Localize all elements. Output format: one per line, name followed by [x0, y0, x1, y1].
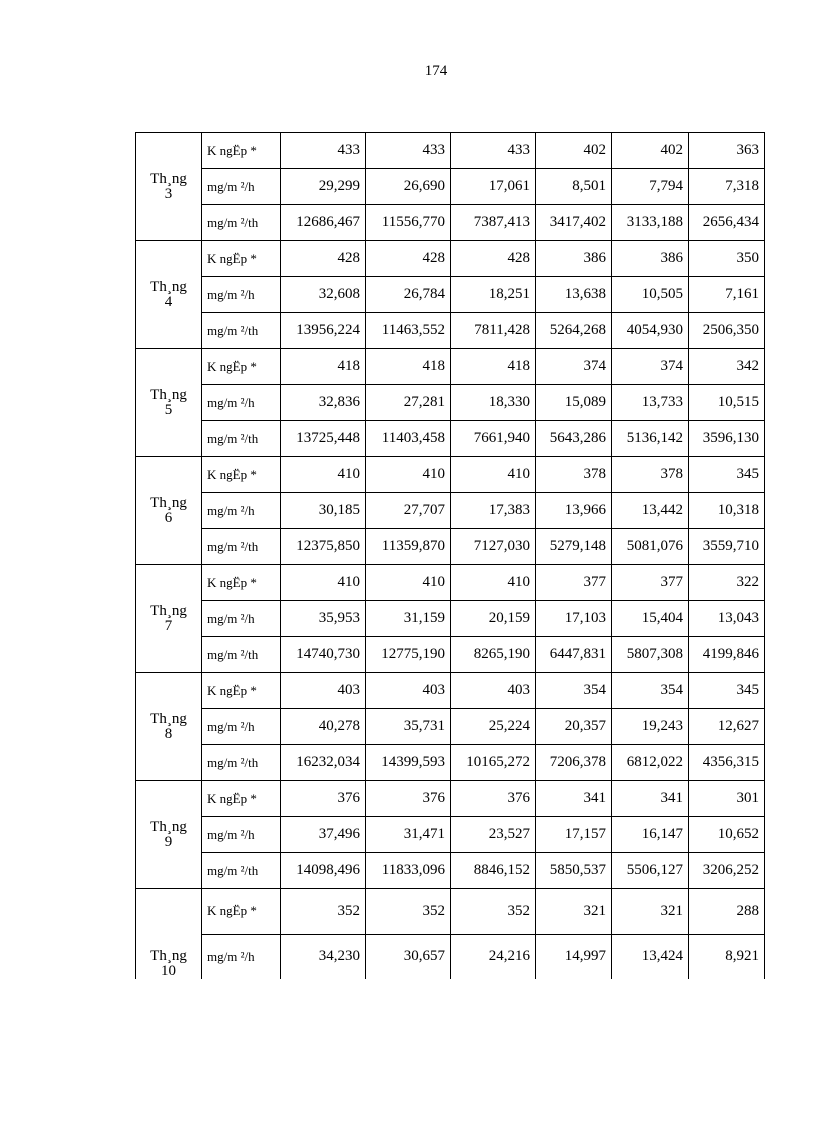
value-cell: 10,505 — [612, 277, 689, 313]
value-cell: 10165,272 — [451, 745, 536, 781]
value-cell: 410 — [281, 565, 366, 601]
value-cell: 31,471 — [366, 817, 451, 853]
month-cell — [136, 565, 202, 673]
month-label: Th¸ng — [150, 386, 187, 403]
value-cell: 8846,152 — [451, 853, 536, 889]
month-label: Th¸ng — [150, 948, 187, 964]
table-row — [136, 457, 765, 493]
value-cell: 7387,413 — [451, 205, 536, 241]
value-cell: 8,501 — [536, 169, 612, 205]
value-cell: 4199,846 — [689, 637, 765, 673]
table-row — [136, 745, 765, 781]
value-cell: 7,318 — [689, 169, 765, 205]
value-cell: 5279,148 — [536, 529, 612, 565]
value-cell: 15,404 — [612, 601, 689, 637]
value-cell: 24,216 — [451, 934, 536, 979]
value-cell: 10,652 — [689, 817, 765, 853]
table-row — [136, 241, 765, 277]
table-row — [136, 673, 765, 709]
value-cell: 13956,224 — [281, 313, 366, 349]
value-cell: 18,330 — [451, 385, 536, 421]
value-cell: 13,733 — [612, 385, 689, 421]
value-cell: 374 — [536, 349, 612, 385]
value-cell: 5643,286 — [536, 421, 612, 457]
value-cell: 350 — [689, 241, 765, 277]
value-cell: 376 — [451, 781, 536, 817]
value-cell: 321 — [536, 889, 612, 935]
table-body — [136, 133, 765, 980]
value-cell: 7127,030 — [451, 529, 536, 565]
unit-cell: mg/m ²/h — [202, 601, 281, 637]
value-cell: 433 — [451, 133, 536, 169]
value-cell: 402 — [612, 133, 689, 169]
value-cell: 2506,350 — [689, 313, 765, 349]
month-label: Th¸ng — [150, 818, 187, 835]
value-cell: 3417,402 — [536, 205, 612, 241]
page-number: 174 — [424, 63, 448, 79]
table-row — [136, 853, 765, 889]
value-cell: 428 — [451, 241, 536, 277]
month-number: 5 — [164, 401, 173, 418]
value-cell: 23,527 — [451, 817, 536, 853]
value-cell: 7811,428 — [451, 313, 536, 349]
unit-cell: K ngËp * — [202, 457, 281, 493]
value-cell: 17,061 — [451, 169, 536, 205]
unit-cell: K ngËp * — [202, 349, 281, 385]
value-cell: 8265,190 — [451, 637, 536, 673]
value-cell: 5807,308 — [612, 637, 689, 673]
value-cell: 288 — [689, 889, 765, 935]
table-row — [136, 889, 765, 935]
value-cell: 20,357 — [536, 709, 612, 745]
value-cell: 11359,870 — [366, 529, 451, 565]
table-row — [136, 385, 765, 421]
value-cell: 30,185 — [281, 493, 366, 529]
value-cell: 418 — [366, 349, 451, 385]
value-cell: 352 — [281, 889, 366, 935]
value-cell: 410 — [451, 457, 536, 493]
value-cell: 352 — [366, 889, 451, 935]
unit-cell: mg/m ²/th — [202, 421, 281, 457]
value-cell: 374 — [612, 349, 689, 385]
unit-cell: mg/m ²/th — [202, 313, 281, 349]
value-cell: 12775,190 — [366, 637, 451, 673]
unit-cell: mg/m ²/th — [202, 637, 281, 673]
unit-cell: mg/m ²/h — [202, 277, 281, 313]
unit-cell: mg/m ²/th — [202, 529, 281, 565]
unit-cell: K ngËp * — [202, 781, 281, 817]
value-cell: 3133,188 — [612, 205, 689, 241]
value-cell: 376 — [366, 781, 451, 817]
unit-cell: K ngËp * — [202, 565, 281, 601]
value-cell: 354 — [536, 673, 612, 709]
table-row — [136, 637, 765, 673]
month-label: Th¸ng — [150, 710, 187, 727]
month-label: Th¸ng — [150, 278, 187, 295]
value-cell: 410 — [366, 457, 451, 493]
value-cell: 10,515 — [689, 385, 765, 421]
unit-cell: mg/m ²/h — [202, 493, 281, 529]
value-cell: 17,157 — [536, 817, 612, 853]
table-row — [136, 817, 765, 853]
data-table — [135, 132, 765, 979]
value-cell: 352 — [451, 889, 536, 935]
month-number: 4 — [164, 293, 173, 310]
value-cell: 403 — [281, 673, 366, 709]
unit-cell: K ngËp * — [202, 133, 281, 169]
value-cell: 341 — [536, 781, 612, 817]
value-cell: 14399,593 — [366, 745, 451, 781]
value-cell: 25,224 — [451, 709, 536, 745]
month-cell — [136, 349, 202, 457]
value-cell: 17,103 — [536, 601, 612, 637]
unit-cell: mg/m ²/th — [202, 745, 281, 781]
value-cell: 15,089 — [536, 385, 612, 421]
value-cell: 30,657 — [366, 934, 451, 979]
table-row — [136, 781, 765, 817]
value-cell: 410 — [281, 457, 366, 493]
table-row — [136, 133, 765, 169]
unit-cell: mg/m ²/h — [202, 709, 281, 745]
value-cell: 6447,831 — [536, 637, 612, 673]
value-cell: 342 — [689, 349, 765, 385]
value-cell: 37,496 — [281, 817, 366, 853]
month-cell — [136, 133, 202, 241]
month-cell — [136, 781, 202, 889]
value-cell: 34,230 — [281, 934, 366, 979]
value-cell: 410 — [366, 565, 451, 601]
month-number: 3 — [164, 185, 173, 202]
value-cell: 378 — [612, 457, 689, 493]
table-row — [136, 169, 765, 205]
value-cell: 341 — [612, 781, 689, 817]
month-number: 9 — [164, 833, 173, 850]
value-cell: 7661,940 — [451, 421, 536, 457]
value-cell: 13,043 — [689, 601, 765, 637]
value-cell: 403 — [366, 673, 451, 709]
value-cell: 428 — [366, 241, 451, 277]
unit-cell: mg/m ²/h — [202, 817, 281, 853]
value-cell: 301 — [689, 781, 765, 817]
value-cell: 8,921 — [689, 934, 765, 979]
value-cell: 26,690 — [366, 169, 451, 205]
month-label: Th¸ng — [150, 602, 187, 619]
unit-cell: mg/m ²/h — [202, 385, 281, 421]
value-cell: 403 — [451, 673, 536, 709]
unit-cell: mg/m ²/h — [202, 169, 281, 205]
value-cell: 5081,076 — [612, 529, 689, 565]
value-cell: 14,997 — [536, 934, 612, 979]
value-cell: 3559,710 — [689, 529, 765, 565]
value-cell: 13725,448 — [281, 421, 366, 457]
unit-cell: mg/m ²/th — [202, 853, 281, 889]
value-cell: 5264,268 — [536, 313, 612, 349]
table-row — [136, 565, 765, 601]
value-cell: 16,147 — [612, 817, 689, 853]
value-cell: 11833,096 — [366, 853, 451, 889]
value-cell: 354 — [612, 673, 689, 709]
table-row — [136, 529, 765, 565]
month-label: Th¸ng — [150, 170, 187, 187]
table-row — [136, 205, 765, 241]
value-cell: 6812,022 — [612, 745, 689, 781]
value-cell: 363 — [689, 133, 765, 169]
value-cell: 27,707 — [366, 493, 451, 529]
month-number: 7 — [164, 617, 173, 634]
value-cell: 27,281 — [366, 385, 451, 421]
month-number: 10 — [161, 963, 176, 979]
value-cell: 410 — [451, 565, 536, 601]
value-cell: 32,836 — [281, 385, 366, 421]
value-cell: 428 — [281, 241, 366, 277]
value-cell: 10,318 — [689, 493, 765, 529]
value-cell: 377 — [612, 565, 689, 601]
value-cell: 386 — [612, 241, 689, 277]
value-cell: 3206,252 — [689, 853, 765, 889]
value-cell: 4356,315 — [689, 745, 765, 781]
table-row — [136, 493, 765, 529]
table-row — [136, 934, 765, 979]
value-cell: 35,953 — [281, 601, 366, 637]
table-row — [136, 313, 765, 349]
value-cell: 29,299 — [281, 169, 366, 205]
value-cell: 2656,434 — [689, 205, 765, 241]
value-cell: 345 — [689, 457, 765, 493]
month-number: 8 — [164, 725, 173, 742]
value-cell: 17,383 — [451, 493, 536, 529]
value-cell: 378 — [536, 457, 612, 493]
value-cell: 12686,467 — [281, 205, 366, 241]
value-cell: 377 — [536, 565, 612, 601]
month-label: Th¸ng — [150, 494, 187, 511]
unit-cell: K ngËp * — [202, 889, 281, 935]
value-cell: 20,159 — [451, 601, 536, 637]
value-cell: 7,794 — [612, 169, 689, 205]
value-cell: 321 — [612, 889, 689, 935]
value-cell: 12375,850 — [281, 529, 366, 565]
value-cell: 402 — [536, 133, 612, 169]
value-cell: 4054,930 — [612, 313, 689, 349]
value-cell: 5506,127 — [612, 853, 689, 889]
value-cell: 433 — [366, 133, 451, 169]
value-cell: 386 — [536, 241, 612, 277]
value-cell: 13,424 — [612, 934, 689, 979]
unit-cell: mg/m ²/th — [202, 205, 281, 241]
value-cell: 26,784 — [366, 277, 451, 313]
table-row — [136, 277, 765, 313]
table-row — [136, 349, 765, 385]
unit-cell: K ngËp * — [202, 673, 281, 709]
value-cell: 433 — [281, 133, 366, 169]
value-cell: 5850,537 — [536, 853, 612, 889]
value-cell: 11463,552 — [366, 313, 451, 349]
month-cell — [136, 457, 202, 565]
value-cell: 418 — [281, 349, 366, 385]
month-cell — [136, 673, 202, 781]
unit-cell: mg/m ²/h — [202, 934, 281, 979]
value-cell: 7,161 — [689, 277, 765, 313]
value-cell: 32,608 — [281, 277, 366, 313]
value-cell: 40,278 — [281, 709, 366, 745]
month-number: 6 — [164, 509, 173, 526]
value-cell: 322 — [689, 565, 765, 601]
unit-cell: K ngËp * — [202, 241, 281, 277]
value-cell: 13,638 — [536, 277, 612, 313]
table-row — [136, 601, 765, 637]
value-cell: 18,251 — [451, 277, 536, 313]
value-cell: 19,243 — [612, 709, 689, 745]
value-cell: 3596,130 — [689, 421, 765, 457]
table-row — [136, 709, 765, 745]
value-cell: 345 — [689, 673, 765, 709]
value-cell: 418 — [451, 349, 536, 385]
value-cell: 16232,034 — [281, 745, 366, 781]
value-cell: 35,731 — [366, 709, 451, 745]
value-cell: 13,442 — [612, 493, 689, 529]
table-row — [136, 421, 765, 457]
value-cell: 14098,496 — [281, 853, 366, 889]
value-cell: 7206,378 — [536, 745, 612, 781]
value-cell: 12,627 — [689, 709, 765, 745]
month-cell — [136, 241, 202, 349]
value-cell: 14740,730 — [281, 637, 366, 673]
value-cell: 11556,770 — [366, 205, 451, 241]
value-cell: 11403,458 — [366, 421, 451, 457]
value-cell: 5136,142 — [612, 421, 689, 457]
value-cell: 31,159 — [366, 601, 451, 637]
value-cell: 376 — [281, 781, 366, 817]
month-cell — [136, 889, 202, 980]
value-cell: 13,966 — [536, 493, 612, 529]
